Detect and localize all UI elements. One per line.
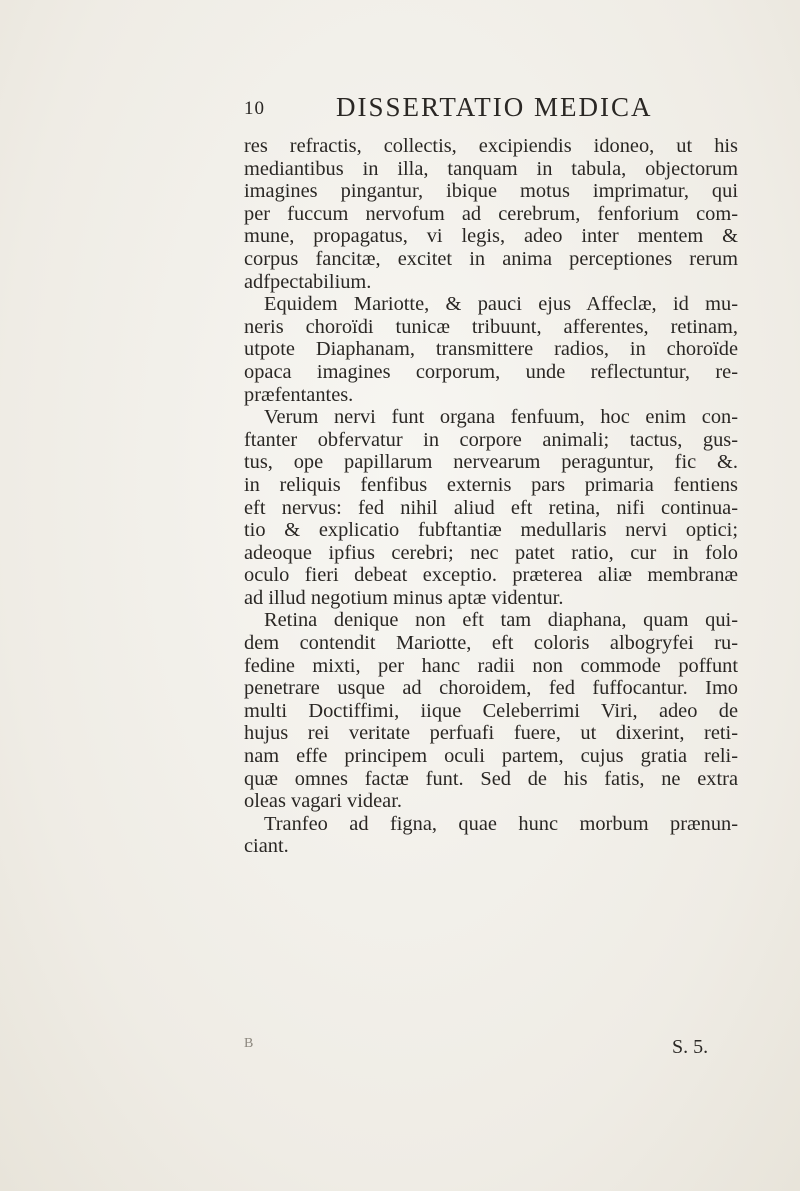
text-line: oleas vagari videar. xyxy=(244,790,402,813)
text-line: per fuccum nervofum ad cerebrum, fenforium com- xyxy=(244,202,738,225)
text-line: quæ omnes factæ funt. Sed de his fatis, ne extra xyxy=(244,767,738,790)
text-line: utpote Diaphanam, transmittere radios, in choroïde xyxy=(244,338,738,361)
text-line: res refractis, collectis, excipiendis idoneo, ut his xyxy=(244,135,738,157)
text-line: mune, propagatus, vi legis, adeo inter mentem & xyxy=(244,225,738,248)
text-line: multi Doctiffimi, iique Celeberrimi Viri, adeo de xyxy=(244,699,738,722)
text-line: præfentantes. xyxy=(244,383,354,406)
signature-mark: B xyxy=(244,1036,254,1051)
text-line: in reliquis fenfibus externis pars primaria fentiens xyxy=(244,473,738,496)
text-line: imagines pingantur, ibique motus imprimatur, qui xyxy=(244,180,738,203)
body-text xyxy=(244,135,738,858)
text-line: ciant. xyxy=(244,835,289,858)
running-head: DISSERTATIO MEDICA xyxy=(336,92,653,122)
text-line: opaca imagines corporum, unde reflectuntur, re- xyxy=(244,360,738,383)
text-line: nam effe principem oculi partem, cujus gratia reli- xyxy=(244,745,738,768)
text-line: penetrare usque ad choroidem, fed fuffocantur. Imo xyxy=(244,677,738,700)
text-line: neris choroïdi tunicæ tribuunt, afferentes, retinam, xyxy=(244,315,738,338)
page-header xyxy=(244,92,704,122)
text-line: mediantibus in illa, tanquam in tabula, objectorum xyxy=(244,157,738,180)
text-line: dem contendit Mariotte, eft coloris albogryfei ru- xyxy=(244,632,738,655)
catchword: S. 5. xyxy=(672,1036,709,1058)
text-line: tus, ope papillarum nervearum peraguntur, fic &. xyxy=(244,451,738,474)
text-line: Retina denique non eft tam diaphana, quam qui- xyxy=(264,609,738,632)
text-line: eft nervus: fed nihil aliud eft retina, nifi continua- xyxy=(244,496,738,519)
text-line: ftanter obfervatur in corpore animali; tactus, gus- xyxy=(244,428,738,451)
text-line: corpus fancitæ, excitet in anima perceptiones rerum xyxy=(244,247,738,270)
text-line: fedine mixti, per hanc radii non commode poffunt xyxy=(244,654,738,677)
text-line: adfpectabilium. xyxy=(244,270,372,293)
page-number: 10 xyxy=(244,98,265,119)
text-line: Verum nervi funt organa fenfuum, hoc enim con- xyxy=(264,406,738,429)
text-line: ad illud negotium minus aptæ videntur. xyxy=(244,586,564,609)
text-line: adeoque ipfius cerebri; nec patet ratio, cur in folo xyxy=(244,541,738,564)
text-line: tio & explicatio fubftantiæ medullaris nervi optici; xyxy=(244,519,738,542)
text-line: oculo fieri debeat exceptio. præterea aliæ membranæ xyxy=(244,564,738,587)
text-line: Equidem Mariotte, & pauci ejus Affeclæ, id mu- xyxy=(264,293,738,316)
text-line: hujus rei veritate perfuafi fuere, ut dixerint, reti- xyxy=(244,722,738,745)
text-line: Tranfeo ad figna, quae hunc morbum prænun- xyxy=(264,812,738,835)
